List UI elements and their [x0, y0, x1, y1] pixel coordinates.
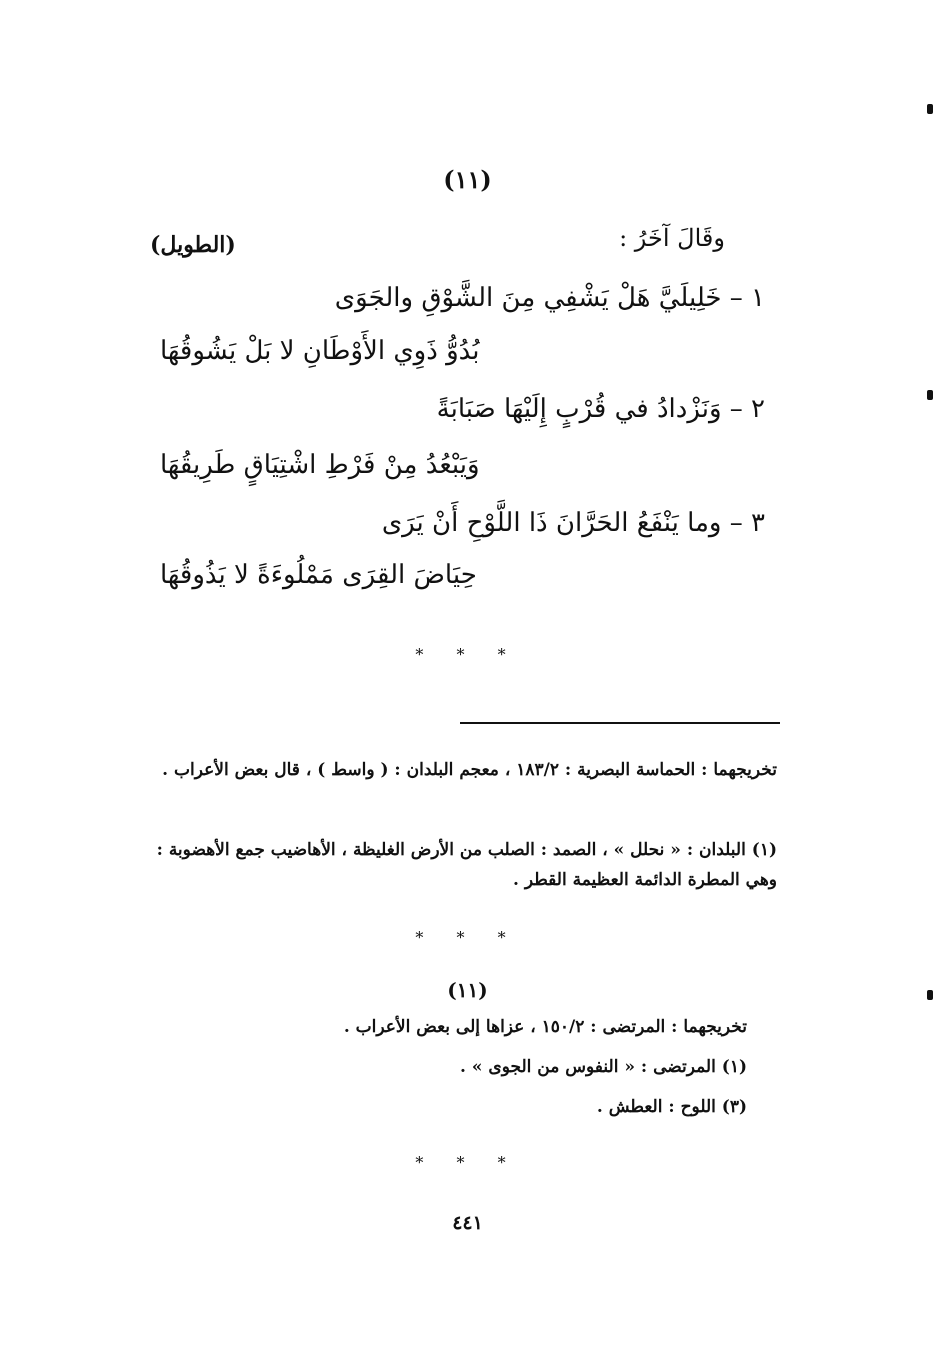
verse-1-first-hemistich: ١ – خَلِيلَيَّ هَلْ يَشْفِي مِنَ الشَّوْقِ والجَوَى [334, 283, 765, 313]
notes-takhrij: تخريجهما : المرتضى : ١٥٠/٢ ، عزاها إلى بعض الأعراب . [343, 1017, 747, 1037]
end-separator: * * * [415, 1153, 520, 1172]
notes-poem-number: (١١) [447, 978, 488, 1002]
footnote-rule [460, 722, 780, 724]
verse-2-first-hemistich: ٢ – وَنَزْدادُ في قُرْبٍ إِلَيْهَا صَبَابَةً [436, 394, 765, 424]
verse-3-first-hemistich: ٣ – وما يَنْفَعُ الحَرَّانَ ذَا اللَّوْحِ أَنْ يَرَى [381, 508, 765, 538]
footnote-1: (١) البلدان : « نحلل » ، الصمد : الصلب من الأرض الغليظة ، الأهاضيب جمع الأهضوبة : وهي المطرة الدائمة العظيمة القطر . [156, 840, 777, 890]
poem-number: (١١) [443, 165, 492, 194]
notes-footnote-3: (٣) اللوح : العطش . [596, 1097, 747, 1117]
verse-1-second-hemistich: بُدُوُّ ذَوِي الأَوْطَانِ لا بَلْ يَشُوقُهَا [160, 336, 480, 366]
poem-intro: وقَالَ آخَرُ : [619, 224, 725, 252]
notes-footnote-1: (١) المرتضى : « النفوس من الجوى » . [460, 1057, 747, 1077]
verse-3-second-hemistich: حِيَاضَ القِرَى مَمْلُوءَةً لا يَذُوقُهَا [160, 560, 477, 590]
poem-meter: (الطويل) [150, 232, 236, 258]
scan-mark-middle [927, 390, 933, 400]
verse-2-second-hemistich: وَيَبْعُدُ مِنْ فَرْطِ اشْتِيَاقٍ طَرِيقُهَا [160, 450, 480, 480]
scan-mark-top [927, 104, 933, 114]
page-number: ٤٤١ [452, 1212, 483, 1234]
section-separator: * * * [415, 645, 520, 664]
footnote-takhrij: تخريجهما : الحماسة البصرية : ١٨٣/٢ ، معجم البلدان : ( واسط ) ، قال بعض الأعراب . [162, 760, 777, 780]
footnote-separator: * * * [415, 928, 520, 947]
